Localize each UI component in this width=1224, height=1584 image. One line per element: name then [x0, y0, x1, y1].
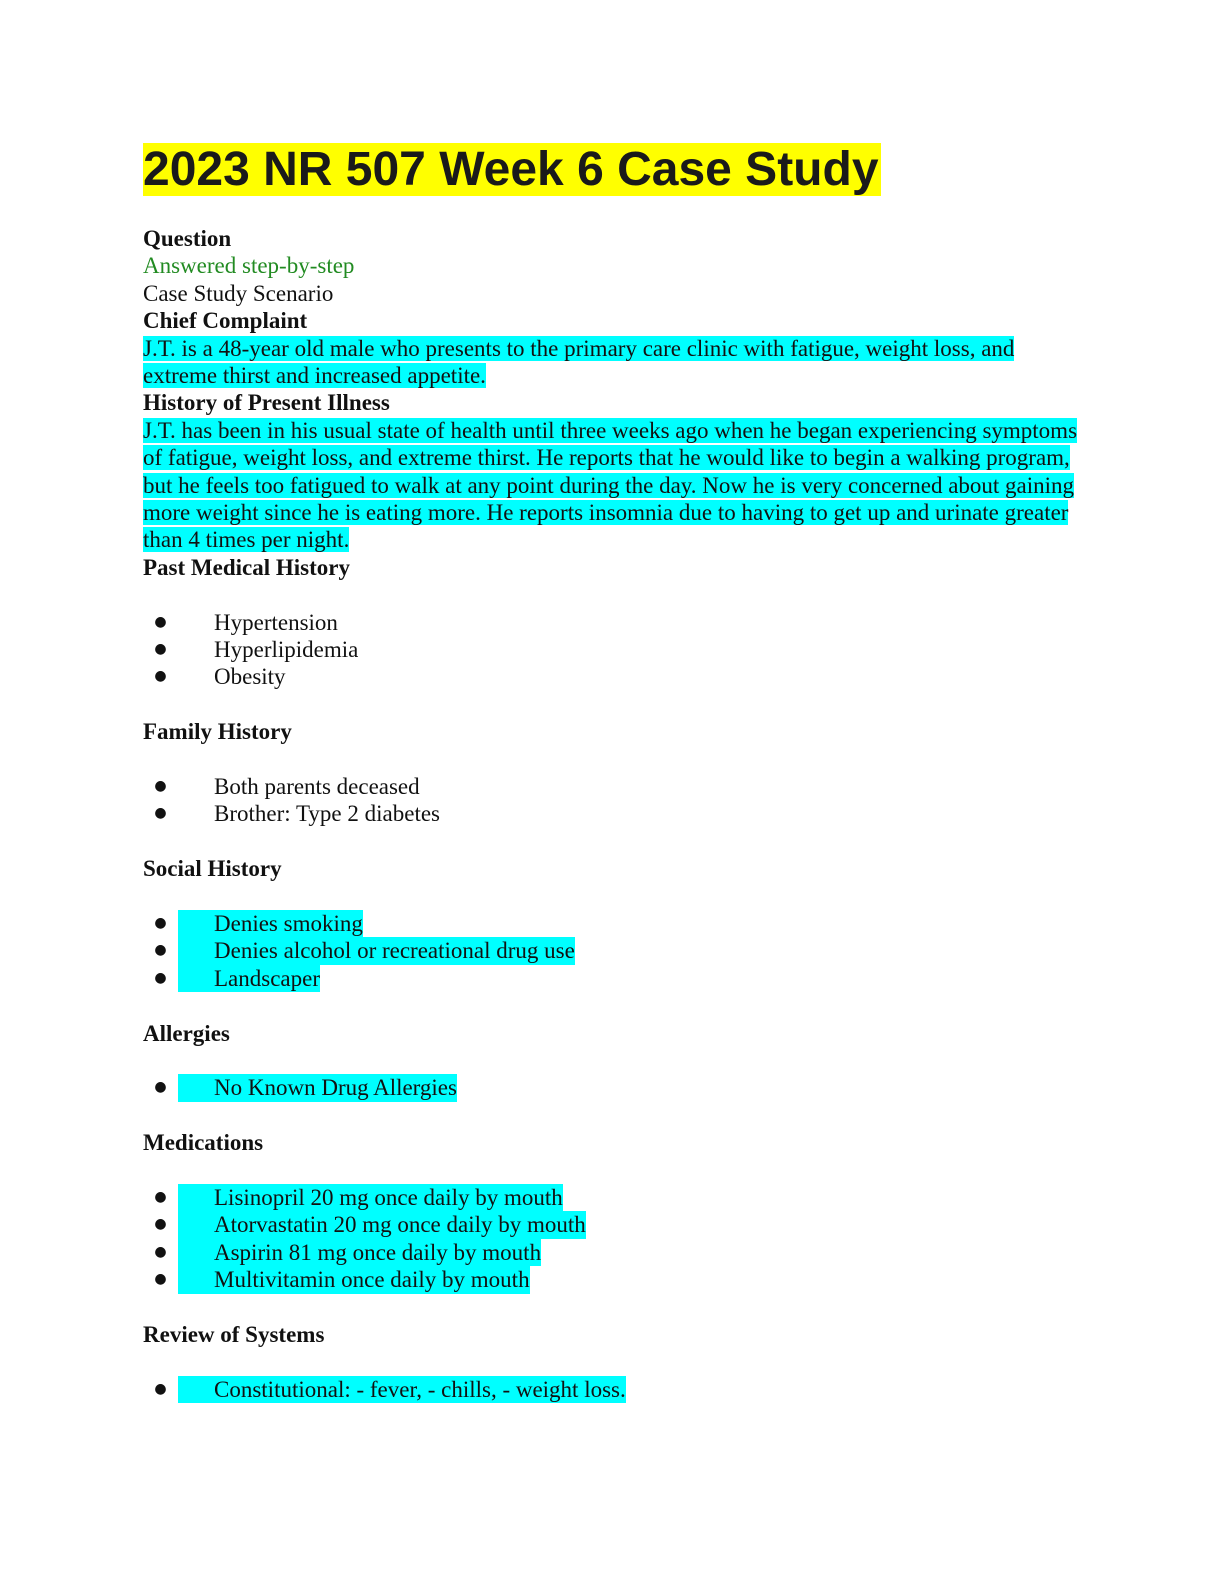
- list-item: [143, 1074, 1083, 1101]
- list-item: [143, 937, 1083, 964]
- list-item: [143, 1239, 1083, 1266]
- family-history-heading: Family History: [143, 719, 292, 745]
- allergies-heading: Allergies: [143, 1020, 230, 1046]
- list-item-text: Denies alcohol or recreational drug use: [214, 938, 575, 964]
- list-item-text: Obesity: [214, 664, 286, 690]
- medications-heading: Medications: [143, 1130, 264, 1156]
- list-item: [143, 636, 1083, 663]
- answered-label: Answered step-by-step: [143, 253, 355, 279]
- document-body: [143, 225, 1083, 1403]
- bullet-icon: ●: [154, 1271, 167, 1288]
- allergies-list: [143, 1074, 1083, 1101]
- medications-list: [143, 1184, 1083, 1294]
- list-item-text: Both parents deceased: [214, 774, 420, 800]
- hpi-heading: History of Present Illness: [143, 390, 390, 416]
- list-item: [143, 1266, 1083, 1293]
- list-item-text: Brother: Type 2 diabetes: [214, 801, 440, 827]
- list-item-text: Landscaper: [214, 965, 320, 991]
- bullet-icon: ●: [154, 1243, 167, 1260]
- list-item: [143, 1211, 1083, 1238]
- list-item: [143, 800, 1083, 827]
- social-history-heading: Social History: [143, 856, 282, 882]
- list-item-text: Lisinopril 20 mg once daily by mouth: [214, 1184, 563, 1210]
- list-item: [143, 1376, 1083, 1403]
- bullet-icon: ●: [154, 1079, 167, 1096]
- list-item: [143, 1184, 1083, 1211]
- family-history-list: [143, 773, 1083, 828]
- list-item-text: Denies smoking: [214, 911, 363, 936]
- bullet-icon: ●: [154, 942, 167, 959]
- list-item-text: Multivitamin once daily by mouth: [214, 1267, 530, 1293]
- bullet-icon: ●: [154, 778, 167, 795]
- list-item: [143, 663, 1083, 690]
- list-item-text: No Known Drug Allergies: [214, 1075, 457, 1101]
- list-item-text: Aspirin 81 mg once daily by mouth: [214, 1239, 542, 1265]
- bullet-icon: ●: [154, 805, 167, 822]
- question-label: Question: [143, 226, 232, 251]
- bullet-icon: ●: [154, 1216, 167, 1233]
- bullet-icon: ●: [154, 969, 167, 986]
- list-item: [143, 609, 1083, 636]
- list-item-text: Hyperlipidemia: [214, 637, 359, 663]
- ros-heading: Review of Systems: [143, 1321, 325, 1347]
- chief-complaint-paragraph: [143, 335, 1083, 390]
- social-history-list: [143, 910, 1083, 992]
- list-item-text: Atorvastatin 20 mg once daily by mouth: [214, 1212, 586, 1238]
- bullet-icon: ●: [154, 668, 167, 685]
- scenario-label: Case Study Scenario: [143, 280, 334, 306]
- bullet-icon: ●: [154, 1188, 167, 1205]
- list-item: [143, 910, 1083, 937]
- ros-list: [143, 1376, 1083, 1403]
- bullet-icon: ●: [154, 1380, 167, 1397]
- pmh-heading: Past Medical History: [143, 554, 350, 580]
- document-title: [143, 142, 881, 198]
- bullet-icon: ●: [154, 613, 167, 630]
- hpi-text: J.T. has been in his usual state of health until three weeks ago when he began experiencing symptoms of fatigue, weight loss, and extreme thirst. He reports that he would like to begin a walking program, but he feels too fatigued to walk at any point during the day. Now he is very concerned about gaining more weight since he is eating more. He reports insomnia due to having to get up and urinate greater than 4 times per night.: [143, 417, 1078, 553]
- chief-complaint-heading: Chief Complaint: [143, 308, 308, 334]
- bullet-icon: ●: [154, 915, 167, 931]
- pmh-list: [143, 609, 1083, 691]
- list-item-text: Hypertension: [214, 609, 338, 635]
- chief-complaint-text: J.T. is a 48-year old male who presents to the primary care clinic with fatigue, weight loss, and extreme thirst and increased appetite.: [143, 335, 1015, 389]
- hpi-paragraph: [143, 417, 1083, 554]
- title-highlight: 2023 NR 507 Week 6 Case Study: [143, 143, 879, 196]
- list-item: [143, 773, 1083, 800]
- list-item-text: Constitutional: - fever, - chills, - weight loss.: [214, 1376, 626, 1402]
- bullet-icon: ●: [154, 641, 167, 658]
- list-item: [143, 965, 1083, 992]
